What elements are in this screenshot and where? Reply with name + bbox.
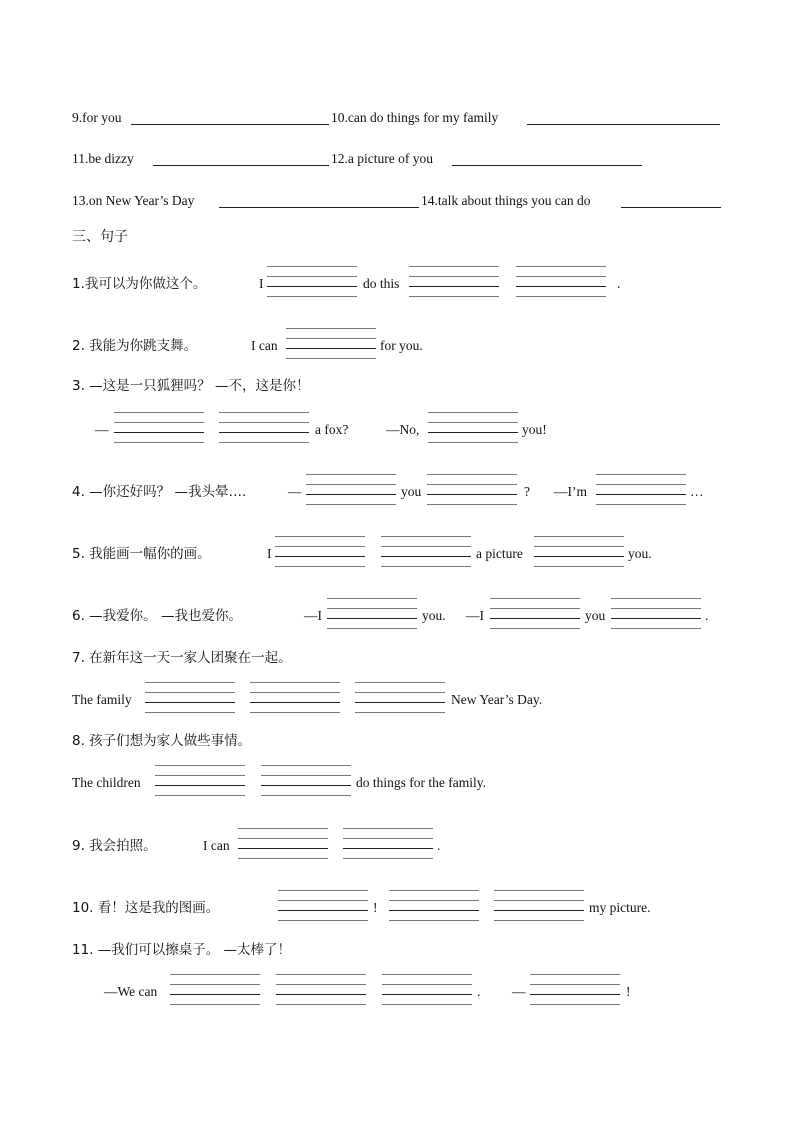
phrase-9-blank[interactable]: [131, 124, 329, 125]
sentence-5-slot-3[interactable]: [534, 536, 624, 566]
sentence-11-chinese: 11. —我们可以擦桌子。 —太棒了！: [72, 942, 292, 958]
sentence-2-text-a: I can: [251, 338, 278, 353]
sentence-3-slot-1[interactable]: [114, 412, 204, 442]
sentence-3-text-a: a fox?: [315, 422, 349, 437]
sentence-5-slot-2[interactable]: [381, 536, 471, 566]
sentence-11-slot-4[interactable]: [530, 974, 620, 1004]
sentence-1-slot-1[interactable]: [267, 266, 357, 296]
sentence-3-slot-2[interactable]: [219, 412, 309, 442]
phrase-11: 11.be dizzy: [72, 151, 134, 166]
sentence-6-slot-1[interactable]: [327, 598, 417, 628]
sentence-8-text-b: do things for the family.: [356, 775, 486, 790]
sentence-1-text-b: do this: [363, 276, 400, 291]
sentence-6-end: .: [705, 608, 709, 623]
phrase-9: 9.for you: [72, 110, 122, 125]
sentence-6-text-a: —I: [304, 608, 322, 623]
sentence-10-chinese: 10. 看！这是我的图画。: [72, 900, 220, 916]
sentence-6-text-d: you: [585, 608, 606, 623]
sentence-9-slot-2[interactable]: [343, 828, 433, 858]
sentence-1-slot-2[interactable]: [409, 266, 499, 296]
sentence-9-text-a: I can: [203, 838, 230, 853]
sentence-3-dash: —: [95, 422, 109, 437]
sentence-3-text-c: you!: [522, 422, 547, 437]
sentence-3-chinese: 3. —这是一只狐狸吗？ —不，这是你！: [72, 378, 310, 394]
sentence-10-slot-2[interactable]: [389, 890, 479, 920]
sentence-10-text-a: my picture.: [589, 900, 651, 915]
sentence-5-text-a: I: [267, 546, 272, 561]
sentence-11-slot-3[interactable]: [382, 974, 472, 1004]
sentence-8-slot-1[interactable]: [155, 765, 245, 795]
sentence-11-slot-1[interactable]: [170, 974, 260, 1004]
phrase-10-blank[interactable]: [527, 124, 720, 125]
sentence-2-chinese: 2. 我能为你跳支舞。: [72, 338, 198, 354]
sentence-11-slot-2[interactable]: [276, 974, 366, 1004]
sentence-1-end: .: [617, 276, 621, 291]
sentence-6-slot-2[interactable]: [490, 598, 580, 628]
phrase-11-blank[interactable]: [153, 165, 329, 166]
sentence-6-slot-3[interactable]: [611, 598, 701, 628]
sentence-10-slot-1[interactable]: [278, 890, 368, 920]
sentence-5-chinese: 5. 我能画一幅你的画。: [72, 546, 211, 562]
sentence-3-slot-3[interactable]: [428, 412, 518, 442]
phrase-12-blank[interactable]: [452, 165, 642, 166]
sentence-10-exclamation: !: [373, 900, 378, 915]
sentence-5-slot-1[interactable]: [275, 536, 365, 566]
sentence-4-question-mark: ?: [524, 484, 530, 499]
sentence-7-text-b: New Year’s Day.: [451, 692, 543, 707]
phrase-13: 13.on New Year’s Day: [72, 193, 195, 208]
phrase-14: 14.talk about things you can do: [421, 193, 591, 208]
phrase-14-blank[interactable]: [621, 207, 721, 208]
sentence-8-slot-2[interactable]: [261, 765, 351, 795]
sentence-7-text-a: The family: [72, 692, 132, 707]
sentence-7-slot-3[interactable]: [355, 682, 445, 712]
sentence-1-chinese: 1.我可以为你做这个。: [72, 276, 207, 292]
sentence-11-text-a: —We can: [104, 984, 158, 999]
sentence-1-slot-3[interactable]: [516, 266, 606, 296]
sentence-2-slot-1[interactable]: [286, 328, 376, 358]
sentence-9-end: .: [437, 838, 441, 853]
sentence-8-chinese: 8. 孩子们想为家人做些事情。: [72, 733, 252, 749]
sentence-9-chinese: 9. 我会拍照。: [72, 838, 157, 854]
sentence-1-text-a: I: [259, 276, 264, 291]
section-title: 三、句子: [72, 229, 128, 245]
sentence-11-end: !: [626, 984, 631, 999]
sentence-4-chinese: 4. —你还好吗？ —我头晕….: [72, 484, 247, 500]
sentence-8-text-a: The children: [72, 775, 141, 790]
sentence-4-text-b: —I’m: [554, 484, 587, 499]
sentence-4-dash: —: [288, 484, 302, 499]
sentence-4-slot-3[interactable]: [596, 474, 686, 504]
sentence-6-text-b: you.: [422, 608, 446, 623]
sentence-6-chinese: 6. —我爱你。 —我也爱你。: [72, 608, 242, 624]
sentence-3-text-b: —No,: [386, 422, 420, 437]
sentence-4-end: …: [690, 484, 704, 499]
phrase-10: 10.can do things for my family: [331, 110, 499, 125]
sentence-11-dash: —: [512, 984, 526, 999]
sentence-6-text-c: —I: [466, 608, 484, 623]
phrase-13-blank[interactable]: [219, 207, 419, 208]
sentence-7-slot-1[interactable]: [145, 682, 235, 712]
sentence-4-slot-2[interactable]: [427, 474, 517, 504]
sentence-4-text-a: you: [401, 484, 422, 499]
sentence-11-dot: .: [477, 984, 481, 999]
sentence-7-slot-2[interactable]: [250, 682, 340, 712]
sentence-7-chinese: 7. 在新年这一天一家人团聚在一起。: [72, 650, 292, 666]
sentence-5-text-c: you.: [628, 546, 652, 561]
sentence-5-text-b: a picture: [476, 546, 523, 561]
sentence-10-slot-3[interactable]: [494, 890, 584, 920]
sentence-2-text-b: for you.: [380, 338, 423, 353]
sentence-9-slot-1[interactable]: [238, 828, 328, 858]
phrase-12: 12.a picture of you: [331, 151, 433, 166]
sentence-4-slot-1[interactable]: [306, 474, 396, 504]
